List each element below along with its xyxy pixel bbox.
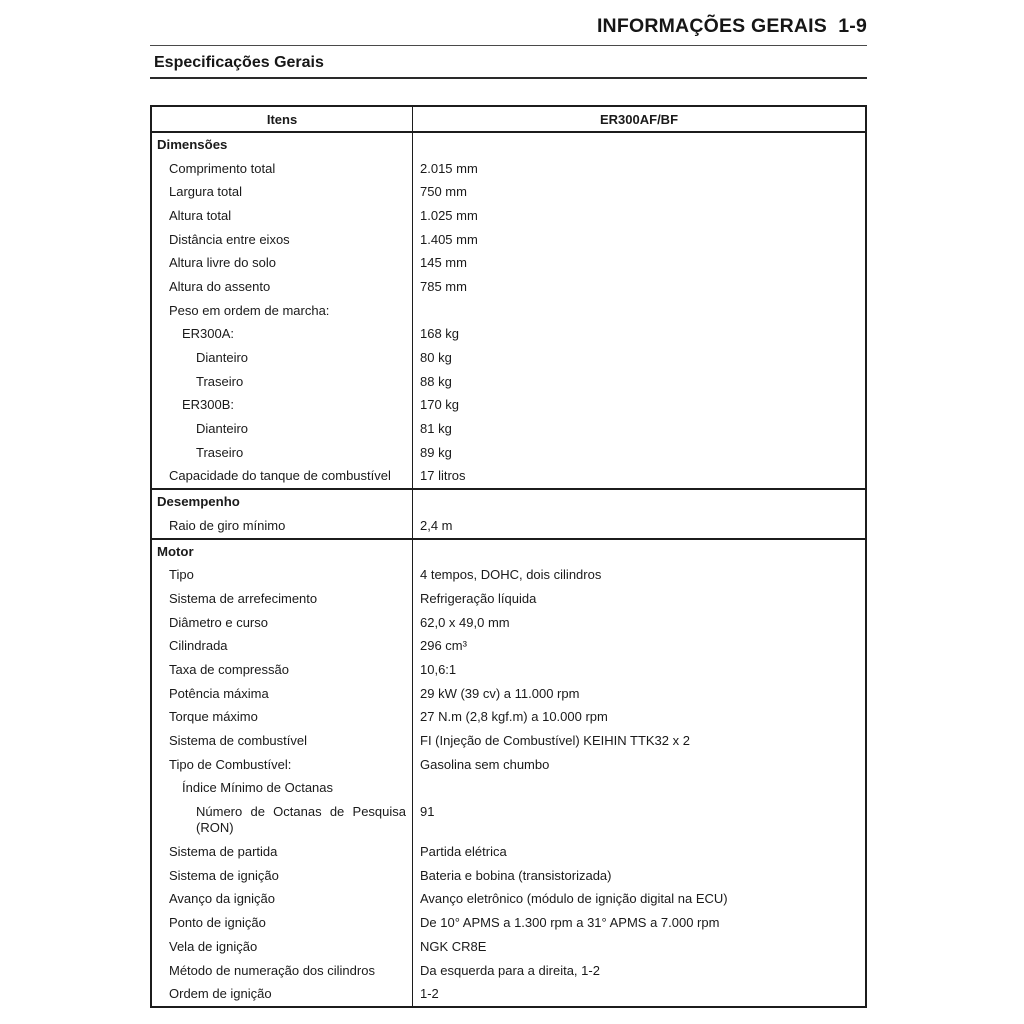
spec-table-body	[152, 133, 865, 1006]
row-label-cell	[152, 204, 413, 228]
row-label-cell	[152, 133, 413, 157]
row-value: 29 kW (39 cv) a 11.000 rpm	[420, 685, 580, 701]
row-label-cell	[152, 540, 413, 564]
row-value: 750 mm	[420, 184, 467, 200]
row-label-cell	[152, 729, 413, 753]
table-row	[152, 514, 865, 538]
row-label-cell	[152, 611, 413, 635]
row-label-cell	[152, 370, 413, 394]
row-label-cell	[152, 864, 413, 888]
table-row	[152, 490, 865, 514]
row-label-cell	[152, 490, 413, 514]
row-label: Altura total	[169, 207, 232, 223]
table-row	[152, 299, 865, 323]
row-value	[413, 299, 865, 323]
row-label: Altura livre do solo	[169, 255, 276, 271]
row-label-cell	[152, 157, 413, 181]
table-header-model: ER300AF/BF	[599, 111, 679, 127]
row-label: Vela de ignição	[169, 938, 258, 954]
row-label: Motor	[157, 543, 194, 559]
row-label-cell	[152, 706, 413, 730]
row-value: Avanço eletrônico (módulo de ignição digital na ECU)	[420, 891, 728, 907]
table-row	[152, 563, 865, 587]
table-row	[152, 888, 865, 912]
row-label: Torque máximo	[169, 709, 258, 725]
row-label: Sistema de partida	[169, 844, 278, 860]
row-label-cell	[152, 441, 413, 465]
table-row	[152, 706, 865, 730]
row-value: Da esquerda para a direita, 1-2	[420, 962, 600, 978]
table-row	[152, 982, 865, 1006]
row-label: Comprimento total	[169, 160, 276, 176]
table-row	[152, 864, 865, 888]
section-title: Especificações Gerais	[154, 54, 324, 71]
row-label: ER300B:	[182, 397, 235, 413]
row-label: Cilindrada	[169, 638, 228, 654]
row-label: Tipo de Combustível:	[169, 756, 292, 772]
row-label-cell	[152, 634, 413, 658]
row-label-cell	[152, 299, 413, 323]
row-label: Dimensões	[157, 136, 228, 152]
table-row	[152, 441, 865, 465]
row-label-cell	[152, 982, 413, 1006]
row-value: 4 tempos, DOHC, dois cilindros	[420, 567, 602, 583]
row-value: 80 kg	[420, 350, 452, 366]
table-row	[152, 911, 865, 935]
row-label-cell	[152, 228, 413, 252]
table-section	[152, 488, 865, 537]
row-label: Distância entre eixos	[169, 231, 290, 247]
table-row	[152, 417, 865, 441]
table-row	[152, 346, 865, 370]
table-row	[152, 540, 865, 564]
row-label-cell	[152, 777, 413, 801]
row-label-cell	[152, 800, 413, 840]
row-value: 1-2	[420, 986, 439, 1002]
row-value: 2,4 m	[420, 517, 453, 533]
row-label-cell	[152, 840, 413, 864]
row-value	[413, 540, 865, 564]
table-row	[152, 394, 865, 418]
row-label: Avanço da ignição	[169, 891, 276, 907]
table-row	[152, 753, 865, 777]
row-value: NGK CR8E	[420, 938, 487, 954]
row-value: 88 kg	[420, 373, 452, 389]
row-value: 168 kg	[420, 326, 460, 342]
page-title: INFORMAÇÕES GERAIS 1-9	[596, 15, 867, 37]
row-label-cell	[152, 959, 413, 983]
table-section	[152, 538, 865, 1006]
row-value: 27 N.m (2,8 kgf.m) a 10.000 rpm	[420, 709, 608, 725]
row-label: Ordem de ignição	[169, 986, 272, 1002]
table-row	[152, 935, 865, 959]
table-row	[152, 323, 865, 347]
row-value: 296 cm³	[420, 638, 467, 654]
row-value: 1.405 mm	[420, 231, 478, 247]
table-row	[152, 157, 865, 181]
table-row	[152, 465, 865, 489]
row-value: FI (Injeção de Combustível) KEIHIN TTK32 x 2	[420, 733, 690, 749]
row-value: 170 kg	[420, 397, 460, 413]
row-label-cell	[152, 251, 413, 275]
row-label-cell	[152, 563, 413, 587]
row-label-cell	[152, 888, 413, 912]
table-row	[152, 204, 865, 228]
row-value: 62,0 x 49,0 mm	[420, 614, 510, 630]
row-value: 10,6:1	[420, 661, 457, 677]
row-label-cell	[152, 323, 413, 347]
table-row	[152, 840, 865, 864]
table-header-row	[152, 107, 865, 133]
row-value: 1.025 mm	[420, 207, 478, 223]
row-label-cell	[152, 417, 413, 441]
spec-table	[150, 105, 867, 1008]
row-label: Peso em ordem de marcha:	[169, 302, 330, 318]
row-value: Refrigeração líquida	[420, 590, 537, 606]
row-label: ER300A:	[182, 326, 235, 342]
row-label-cell	[152, 753, 413, 777]
row-value	[413, 777, 865, 801]
table-row	[152, 133, 865, 157]
table-row	[152, 682, 865, 706]
row-value: Bateria e bobina (transistorizada)	[420, 867, 612, 883]
row-label: Sistema de arrefecimento	[169, 590, 318, 606]
title-underline	[150, 77, 867, 79]
row-label: Diâmetro e curso	[169, 614, 268, 630]
row-label: Taxa de compressão	[169, 661, 289, 677]
row-label-cell	[152, 658, 413, 682]
row-label-cell	[152, 180, 413, 204]
table-row	[152, 658, 865, 682]
row-label-cell	[152, 394, 413, 418]
row-label: Altura do assento	[169, 278, 271, 294]
row-label-cell	[152, 911, 413, 935]
table-row	[152, 370, 865, 394]
table-row	[152, 228, 865, 252]
row-value: 17 litros	[420, 468, 466, 484]
row-value	[413, 133, 865, 157]
row-value	[413, 490, 865, 514]
row-label: Capacidade do tanque de combustível	[169, 468, 391, 484]
row-value: De 10° APMS a 1.300 rpm a 31° APMS a 7.000 rpm	[420, 915, 720, 931]
row-label: Número de Octanas de Pesquisa (RON)	[196, 803, 406, 835]
row-value: 785 mm	[420, 278, 467, 294]
table-row	[152, 959, 865, 983]
table-row	[152, 634, 865, 658]
row-label: Sistema de combustível	[169, 733, 308, 749]
table-row	[152, 251, 865, 275]
table-row	[152, 611, 865, 635]
table-row	[152, 180, 865, 204]
row-label-cell	[152, 682, 413, 706]
row-label: Dianteiro	[196, 421, 249, 437]
row-label: Potência máxima	[169, 685, 269, 701]
row-label: Desempenho	[157, 494, 240, 510]
table-row	[152, 777, 865, 801]
row-value: 91	[420, 803, 435, 819]
table-row	[152, 800, 865, 840]
table-row	[152, 275, 865, 299]
row-label-cell	[152, 935, 413, 959]
row-value: Gasolina sem chumbo	[420, 756, 550, 772]
row-label: Método de numeração dos cilindros	[169, 962, 375, 978]
row-label: Sistema de ignição	[169, 867, 279, 883]
header-divider	[150, 45, 867, 46]
row-label: Largura total	[169, 184, 242, 200]
row-value: 2.015 mm	[420, 160, 478, 176]
row-label: Ponto de ignição	[169, 915, 266, 931]
table-row	[152, 587, 865, 611]
row-label: Traseiro	[196, 444, 244, 460]
row-label: Raio de giro mínimo	[169, 517, 286, 533]
table-header-itens: Itens	[152, 107, 413, 131]
row-label-cell	[152, 346, 413, 370]
row-value: 81 kg	[420, 421, 452, 437]
row-value: 89 kg	[420, 444, 452, 460]
table-row	[152, 729, 865, 753]
row-label-cell	[152, 514, 413, 538]
row-value: Partida elétrica	[420, 844, 507, 860]
row-label: Traseiro	[196, 373, 244, 389]
page-content	[150, 0, 867, 1008]
row-label-cell	[152, 465, 413, 489]
row-label-cell	[152, 275, 413, 299]
row-label: Dianteiro	[196, 350, 249, 366]
table-section	[152, 133, 865, 488]
row-label-cell	[152, 587, 413, 611]
row-label: Índice Mínimo de Octanas	[182, 780, 334, 796]
row-value: 145 mm	[420, 255, 467, 271]
row-label: Tipo	[169, 567, 194, 583]
